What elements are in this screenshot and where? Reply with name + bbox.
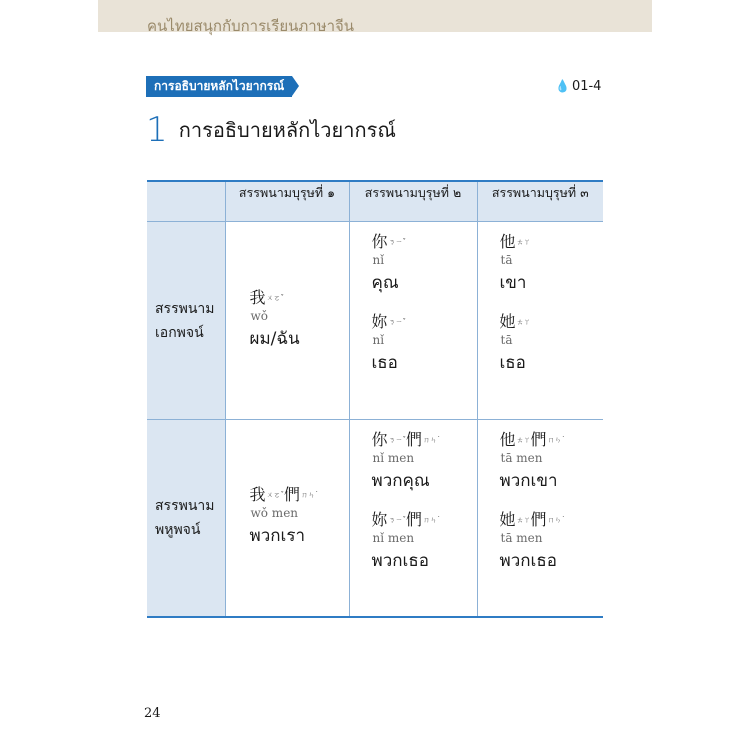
hanzi-word	[372, 312, 476, 332]
row-label-line: สรรพนาม	[155, 300, 215, 317]
audio-reference[interactable]	[555, 79, 601, 94]
pinyin-text: nǐ men	[372, 451, 415, 465]
pinyin-text: nǐ	[372, 333, 385, 347]
hanzi-char: 他	[499, 232, 516, 251]
thai-meaning: เธอ	[371, 353, 398, 373]
pronoun-entry	[250, 485, 348, 551]
pronoun-entry	[500, 312, 603, 378]
pinyin-text: nǐ	[372, 253, 385, 267]
hanzi-word	[250, 288, 348, 308]
thai-meaning: พวกเธอ	[371, 551, 429, 571]
pronoun-entry	[500, 232, 603, 298]
hanzi-word	[250, 485, 348, 505]
hanzi-word	[372, 430, 476, 450]
thai-meaning: เธอ	[499, 353, 526, 373]
hanzi-char: 他	[499, 430, 516, 449]
zhuyin-annotation: ㄋㄧˇ	[388, 238, 407, 246]
hanzi-char: 們	[530, 510, 547, 529]
pronoun-entry	[500, 510, 603, 576]
pronoun-table	[147, 180, 603, 618]
cell-second-person-plural	[349, 420, 477, 618]
pinyin-text: wǒ	[250, 308, 268, 323]
pinyin-text: wǒ men	[250, 506, 299, 520]
hanzi-char: 們	[406, 510, 423, 529]
pinyin-text: tā men	[500, 451, 543, 465]
zhuyin-annotation: ㄋㄧˇ	[388, 318, 407, 326]
page-number: 24	[144, 706, 161, 721]
header-corner	[147, 181, 225, 222]
section-heading	[146, 110, 396, 150]
pronoun-entry	[372, 312, 476, 378]
zhuyin-annotation: ㄊㄚ	[516, 436, 531, 444]
row-label-line: เอกพจน์	[155, 324, 204, 341]
thai-meaning: พวกคุณ	[371, 471, 430, 491]
table-header-row	[147, 181, 603, 222]
row-label-line: พหูพจน์	[155, 522, 201, 538]
zhuyin-annotation: ㄊㄚ	[516, 318, 531, 326]
zhuyin-annotation: ㄋㄧˇ	[388, 516, 407, 524]
table-row-singular	[147, 222, 603, 420]
pinyin-text: tā men	[500, 531, 543, 545]
hanzi-char: 你	[371, 430, 388, 449]
pronoun-entry	[372, 510, 476, 576]
zhuyin-annotation: ㄇㄣ˙	[423, 516, 441, 524]
zhuyin-annotation: ㄇㄣ˙	[547, 436, 566, 444]
pronoun-entry	[500, 430, 603, 496]
thai-meaning: พวกเขา	[499, 471, 558, 491]
hanzi-word	[372, 510, 476, 530]
hanzi-word	[500, 312, 603, 332]
hanzi-char: 我	[249, 287, 266, 307]
pronoun-entry	[250, 288, 348, 354]
audio-track-label: 01-4	[571, 79, 602, 94]
hanzi-char: 你	[371, 232, 388, 251]
hanzi-word	[500, 430, 603, 450]
table-row-plural	[147, 420, 603, 618]
hanzi-char: 妳	[371, 312, 388, 331]
thai-meaning: คุณ	[371, 273, 399, 293]
hanzi-char: 們	[284, 485, 301, 504]
row-label-line: สรรพนาม	[155, 498, 215, 514]
hanzi-char: 們	[406, 430, 423, 449]
thai-meaning: พวกเธอ	[499, 551, 557, 571]
pinyin-text: nǐ men	[372, 531, 415, 545]
hanzi-char: 她	[499, 510, 516, 529]
section-tag: การอธิบายหลักไวยากรณ์	[146, 76, 292, 97]
hanzi-word	[372, 232, 476, 252]
header-first-person: สรรพนามบุรุษที่ ๑	[225, 181, 349, 222]
zhuyin-annotation: ㄋㄧˇ	[388, 436, 407, 444]
hanzi-char: 妳	[371, 510, 388, 529]
pronoun-entry	[372, 430, 476, 496]
zhuyin-annotation: ㄨㄛˇ	[266, 491, 285, 499]
row-label-plural	[147, 420, 225, 618]
hanzi-char: 們	[530, 430, 547, 449]
cell-third-person-plural	[477, 420, 603, 618]
row-label-singular	[147, 222, 225, 420]
header-second-person: สรรพนามบุรุษที่ ๒	[349, 181, 477, 222]
cell-first-person-plural	[225, 420, 349, 618]
thai-meaning: ผม/ฉัน	[249, 328, 300, 349]
pinyin-text: tā	[500, 253, 513, 267]
headphone-drop-icon: 💧	[555, 79, 570, 93]
thai-meaning: พวกเรา	[249, 526, 306, 546]
pronoun-entry	[372, 232, 476, 298]
zhuyin-annotation: ㄇㄣ˙	[301, 491, 319, 499]
book-title: คนไทยสนุกกับการเรียนภาษาจีน	[147, 17, 355, 35]
hanzi-word	[500, 510, 603, 530]
cell-first-person-singular	[225, 222, 349, 420]
zhuyin-annotation: ㄊㄚ	[516, 516, 531, 524]
hanzi-char: 她	[499, 312, 516, 331]
header-third-person: สรรพนามบุรุษที่ ๓	[477, 181, 603, 222]
section-number: 1	[146, 110, 168, 150]
zhuyin-annotation: ㄨㄛˇ	[266, 293, 285, 302]
zhuyin-annotation: ㄊㄚ	[516, 238, 531, 246]
hanzi-word	[500, 232, 603, 252]
section-title: การอธิบายหลักไวยากรณ์	[178, 118, 396, 142]
zhuyin-annotation: ㄇㄣ˙	[547, 516, 566, 524]
hanzi-char: 我	[249, 485, 266, 504]
zhuyin-annotation: ㄇㄣ˙	[423, 436, 441, 444]
thai-meaning: เขา	[499, 273, 527, 293]
cell-second-person-singular	[349, 222, 477, 420]
pinyin-text: tā	[500, 333, 513, 347]
cell-third-person-singular	[477, 222, 603, 420]
